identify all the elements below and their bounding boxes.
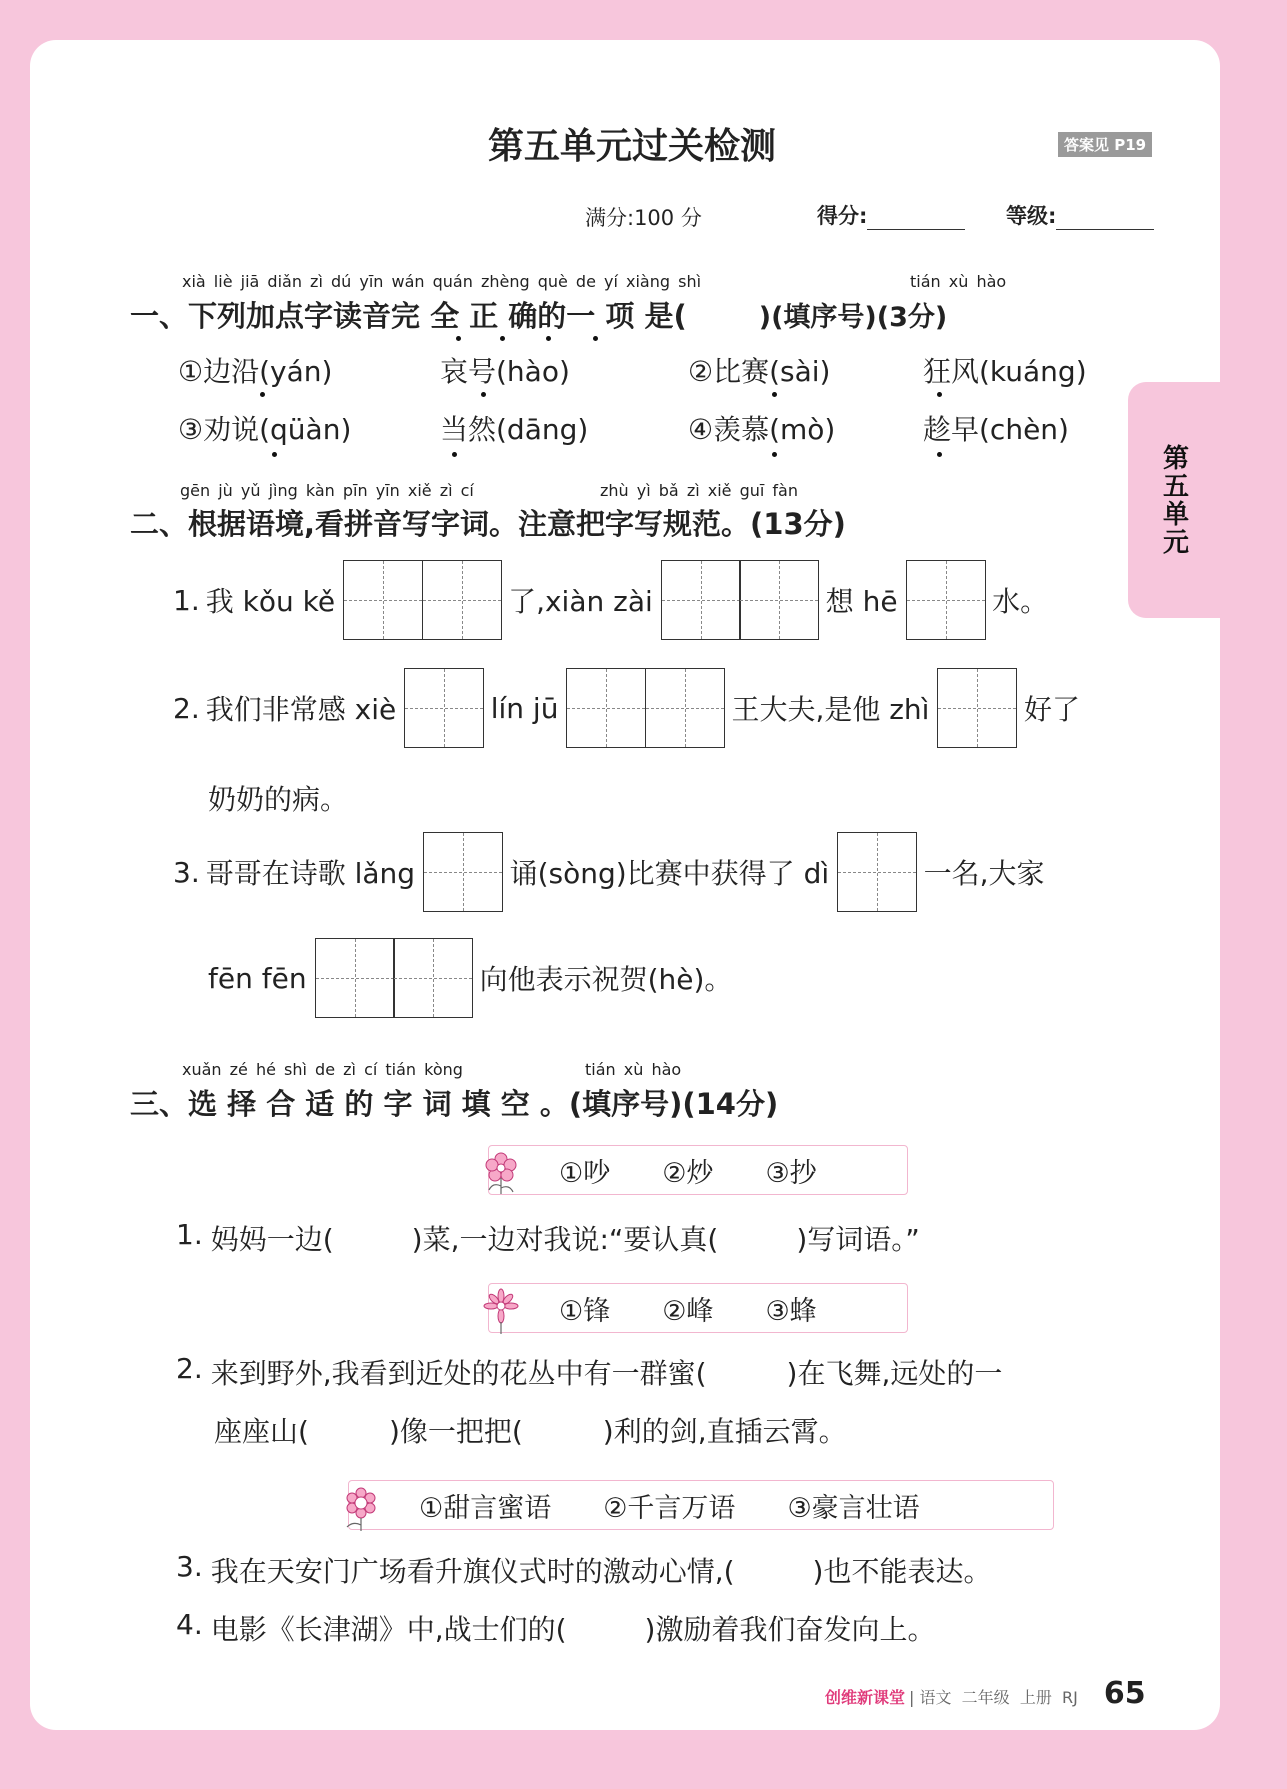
emphasis-dot xyxy=(593,336,598,341)
answer-blank[interactable] xyxy=(334,1218,412,1258)
footer-brand: 创维新课堂 xyxy=(825,1688,906,1707)
question-number: 4. xyxy=(176,1608,203,1641)
emphasis-dot xyxy=(546,336,551,341)
q4-text: )激励着我们奋发向上。 xyxy=(644,1613,936,1646)
q3-text: )也不能表达。 xyxy=(812,1555,992,1588)
s3-question-2-cont xyxy=(214,1410,847,1450)
emphasis-dot xyxy=(772,392,777,397)
writing-grid[interactable] xyxy=(906,560,985,640)
q2-text: )像一把把( xyxy=(388,1415,523,1448)
score-label: 得分: xyxy=(817,204,868,228)
choice-option: ②炒 xyxy=(662,1157,714,1189)
question-number: 3. xyxy=(173,855,200,889)
emphasis-dot xyxy=(500,336,505,341)
q1-text: 妈妈一边( xyxy=(210,1223,334,1256)
option-3a: ③劝说(qüàn) xyxy=(178,413,352,446)
option-1b: 哀号(hào) xyxy=(440,355,570,388)
answer-blank[interactable] xyxy=(309,1410,389,1450)
writing-grid[interactable] xyxy=(937,668,1016,748)
flower-icon xyxy=(481,1288,521,1334)
s2-question-1 xyxy=(173,560,1048,640)
writing-grid[interactable] xyxy=(315,938,472,1018)
option-2a: ②比赛(sài) xyxy=(688,355,831,388)
answer-blank[interactable] xyxy=(735,1550,813,1590)
q2-text: lín jū xyxy=(490,691,559,725)
q2-text: )在飞舞,远处的一 xyxy=(786,1357,1003,1390)
q1-text: 了,xiàn zài xyxy=(508,585,653,618)
flower-icon xyxy=(341,1485,381,1531)
section1-pinyin-tail: tián xù hào xyxy=(910,272,1007,291)
question-number: 1. xyxy=(173,583,200,617)
q3-text: 诵(sòng)比赛中获得了 dì xyxy=(509,857,830,890)
q2-text: 座座山( xyxy=(214,1415,309,1448)
choice-option: ②千言万语 xyxy=(603,1492,736,1524)
q2-text: 好了 xyxy=(1023,693,1080,726)
footer xyxy=(825,1676,1146,1711)
choice-option: ①吵 xyxy=(559,1157,611,1189)
section1-heading-tail: )(填序号)(3分) xyxy=(758,302,948,333)
q2-text: 来到野外,我看到近处的花丛中有一群蜜( xyxy=(210,1357,707,1390)
section3-heading: 三、选 择 合 适 的 字 词 填 空 。(填序号)(14分) xyxy=(130,1087,779,1121)
section2-heading: 二、根据语境,看拼音写字词。注意把字写规范。(13分) xyxy=(130,507,846,541)
s3-question-2 xyxy=(176,1352,1002,1392)
q1-text: 水。 xyxy=(992,585,1049,618)
section2-pinyin-tail: zhù yì bǎ zì xiě guī fàn xyxy=(600,481,798,500)
unit-side-tab xyxy=(1128,382,1220,618)
full-score: 满分:100 分 xyxy=(585,206,702,230)
answer-reference-badge: 答案见 P19 xyxy=(1058,132,1152,157)
q1-text: 想 hē xyxy=(825,585,898,618)
emphasis-dot xyxy=(452,452,457,457)
page-title: 第五单元过关检测 xyxy=(488,126,777,167)
section1-heading xyxy=(130,294,947,335)
answer-blank[interactable] xyxy=(707,1352,787,1392)
q1-text: )写词语。” xyxy=(796,1223,920,1256)
writing-grid[interactable] xyxy=(837,832,916,912)
emphasis-dot xyxy=(481,392,486,397)
word-choice-box-3 xyxy=(348,1480,1054,1530)
question-number: 2. xyxy=(176,1352,203,1385)
choice-option: ②峰 xyxy=(662,1295,714,1327)
question-number: 2. xyxy=(173,691,200,725)
q3-text: fēn fēn xyxy=(208,961,307,995)
choice-option: ③豪言壮语 xyxy=(787,1492,920,1524)
flower-icon xyxy=(481,1150,521,1196)
answer-blank[interactable] xyxy=(523,1410,603,1450)
question-number: 1. xyxy=(176,1218,203,1251)
q1-text: 我 kǒu kě xyxy=(205,585,336,618)
q2-text: )利的剑,直插云霄。 xyxy=(602,1415,847,1448)
section1-heading-text: 一、下列加点字读音完 全 正 确的一 项 是( xyxy=(130,299,687,333)
score-field xyxy=(817,200,965,230)
choice-option: ③抄 xyxy=(765,1157,817,1189)
s2-question-2 xyxy=(173,668,1080,748)
emphasis-dot xyxy=(937,452,942,457)
answer-blank[interactable] xyxy=(718,1218,796,1258)
choice-option: ③蜂 xyxy=(765,1295,817,1327)
worksheet-page xyxy=(30,40,1220,1730)
q3-text: 我在天安门广场看升旗仪式时的激动心情,( xyxy=(210,1555,735,1588)
q2-text: 王大夫,是他 zhì xyxy=(731,693,930,726)
s3-question-1 xyxy=(176,1218,920,1258)
question-number: 3. xyxy=(176,1550,203,1583)
section1-pinyin: xià liè jiā diǎn zì dú yīn wán quán zhèng què de yí xiàng shì xyxy=(182,272,702,291)
emphasis-dot xyxy=(272,452,277,457)
section2-pinyin: gēn jù yǔ jìng kàn pīn yīn xiě zì cí xyxy=(180,481,474,500)
word-choice-box-2 xyxy=(488,1283,908,1333)
option-3b: 当然(dāng) xyxy=(440,413,589,446)
s3-question-4 xyxy=(176,1608,935,1648)
emphasis-dot xyxy=(937,392,942,397)
page-number: 65 xyxy=(1103,1676,1146,1711)
score-blank[interactable] xyxy=(867,203,965,230)
grade-blank[interactable] xyxy=(1056,203,1154,230)
writing-grid[interactable] xyxy=(343,560,500,640)
q2-continuation: 奶奶的病。 xyxy=(208,783,349,816)
s3-question-3 xyxy=(176,1550,991,1590)
writing-grid[interactable] xyxy=(404,668,483,748)
grade-field xyxy=(1006,200,1154,230)
choice-option: ①锋 xyxy=(559,1295,611,1327)
q3-text: 向他表示祝贺(hè)。 xyxy=(479,963,733,996)
section3-pinyin: xuǎn zé hé shì de zì cí tián kòng xyxy=(182,1060,463,1079)
q3-text: 哥哥在诗歌 lǎng xyxy=(205,857,416,890)
option-2b: 狂风(kuáng) xyxy=(923,355,1087,388)
grade-label: 等级: xyxy=(1006,204,1057,228)
s2-question-3-cont xyxy=(208,938,732,1018)
choice-option: ①甜言蜜语 xyxy=(419,1492,552,1524)
writing-grid[interactable] xyxy=(423,832,502,912)
q4-text: 电影《长津湖》中,战士们的( xyxy=(210,1613,567,1646)
answer-blank[interactable] xyxy=(567,1608,645,1648)
q2-text: 我们非常感 xiè xyxy=(205,693,397,726)
emphasis-dot xyxy=(772,452,777,457)
unit-side-tab-label: 第五单元 xyxy=(1158,444,1189,556)
option-4b: 趁早(chèn) xyxy=(923,413,1069,446)
q3-text: 一名,大家 xyxy=(923,857,1045,890)
writing-grid[interactable] xyxy=(566,668,723,748)
option-1a: ①边沿(yán) xyxy=(178,355,333,388)
emphasis-dot xyxy=(260,392,265,397)
footer-info: | 语文 二年级 上册 RJ xyxy=(909,1688,1078,1707)
option-4a: ④羡慕(mò) xyxy=(688,413,836,446)
writing-grid[interactable] xyxy=(661,560,818,640)
q1-text: )菜,一边对我说:“要认真( xyxy=(411,1223,719,1256)
s2-question-3 xyxy=(173,832,1045,912)
section3-pinyin-tail: tián xù hào xyxy=(585,1060,682,1079)
emphasis-dot xyxy=(456,336,461,341)
word-choice-box-1 xyxy=(488,1145,908,1195)
